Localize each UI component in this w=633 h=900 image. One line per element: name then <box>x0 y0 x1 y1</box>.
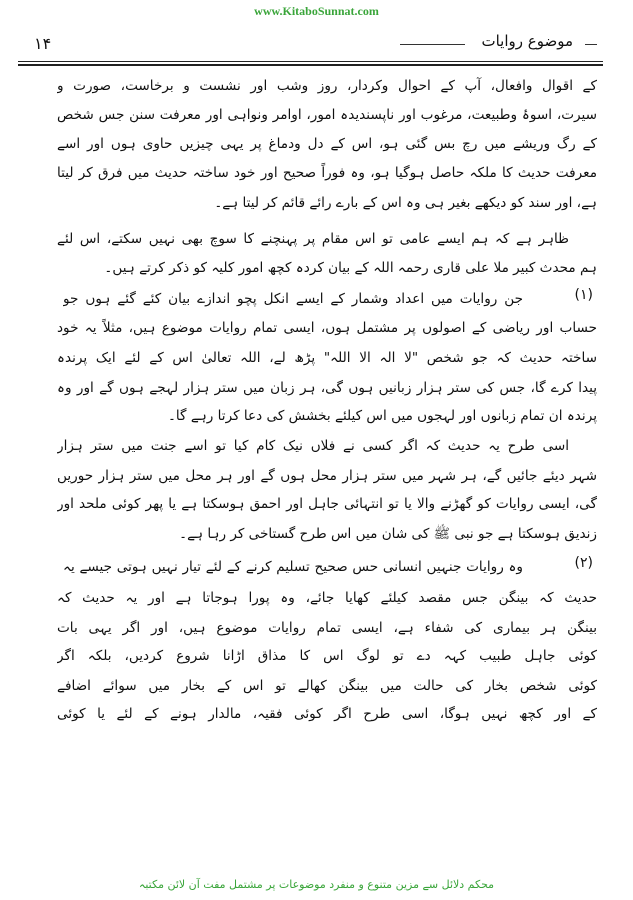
header-rule <box>18 64 603 66</box>
text-line: شہر دیئے جائیں گے، ہر شہر میں ستر ہزار محل ہوں گے اور ہر محل میں ستر ہزار حوریں <box>57 468 597 484</box>
text-line: حدیث کہ بینگن جس مقصد کیلئے کھایا جائے، وہ پورا ہوجاتا ہے اور یہ حدیث کہ <box>57 590 597 606</box>
text-line: وہ روایات جنہیں انسانی حس صحیح تسلیم کرنے کے لئے تیار نہیں ہوتی جیسے یہ <box>63 559 523 575</box>
website-watermark: www.KitaboSunnat.com <box>254 4 379 18</box>
text-line: ہے، اور سند کو دیکھے بغیر ہی وہ اس کے بارے رائے قائم کر لیتا ہے۔ <box>214 195 597 211</box>
text-line: اسی طرح یہ حدیث کہ اگر کسی نے فلاں نیک کام کیا تو اسے جنت میں ستر ہزار <box>57 438 569 454</box>
page-number: ۱۴ <box>34 34 52 53</box>
text-line: پیدا کرے گا، جس کی ستر ہزار زبانیں ہوں گی، ہر زبان میں ستر ہزار لہجے ہوں گے اور وہ <box>57 380 597 396</box>
header-dash <box>400 44 465 45</box>
text-line: کے اور کچھ نہیں ہوگا، اسی طرح اگر کوئی فقیہ، مالدار ہونے کے لئے یا کوئی <box>57 706 597 722</box>
item-number: (۱) <box>574 287 593 303</box>
text-line: زندیق ہوسکتا ہے جو نبی ﷺ کی شان میں اس طرح گستاخی کر رہا ہے۔ <box>179 526 597 542</box>
text-line: کے اقوال وافعال، آپ کے احوال وکردار، روز وشب اور نشست و برخاست، صورت و <box>57 78 597 94</box>
text-line: حساب اور ریاضی کے اصولوں پر مشتمل ہوں، ایسی تمام روایات موضوع ہیں، مثلاً یہ خود <box>57 320 597 336</box>
text-line: بینگن ہر بیماری کی شفاء ہے، ایسی تمام روایات موضوع ہیں، اور اگر یہی بات <box>57 620 597 636</box>
item-number: (۲) <box>574 555 593 571</box>
header-dash <box>585 44 597 45</box>
text-line: کوئی شخص بخار کی حالت میں بینگن کھالے تو اس کے بخار میں سوائے اضافے <box>57 678 597 694</box>
text-line: ہم محدث کبیر ملا علی قاری رحمہ اللہ کے بیان کردہ کچھ امور کلیہ کو ذکر کرتے ہیں۔ <box>104 260 597 276</box>
text-line: پرندہ ان تمام زبانوں اور لہجوں میں اس کیلئے بخشش کی دعا کرتا رہے گا۔ <box>167 408 597 424</box>
footer-watermark: محکم دلائل سے مزین متنوع و منفرد موضوعات پر مشتمل مفت آن لائن مکتبہ <box>138 878 495 891</box>
running-title: موضوع روایات <box>481 32 573 50</box>
text-line: گی، ایسی روایات کو گھڑنے والا یا تو انتہائی جاہل اور احمق ہوسکتا ہے یا پھر کوئی ملحد اور <box>57 496 597 512</box>
header-rule <box>18 61 603 62</box>
text-line: کوئی جاہل طبیب کہہ دے تو لوگ اس کا مذاق اڑانا شروع کردیں، بلکہ اگر <box>57 648 597 664</box>
text-line: سیرت، اسوۂ وطبیعت، مرغوب اور ناپسندیدہ امور، اوامر ونواہی اور معرفت سنن جس شخص <box>57 107 597 123</box>
text-line: معرفت حدیث کا ملکہ حاصل ہوگیا ہو، وہ فوراً صحیح اور خود ساختہ حدیث میں فرق کر لیتا <box>57 165 597 181</box>
text-line: جن روایات میں اعداد وشمار کے ایسے انکل پچو اندازے بیان کئے گئے ہوں جو <box>63 291 523 307</box>
text-line: کے رگ وریشے میں رچ بس گئی ہو، اس کے دل ودماغ پر یہی چیزیں حاوی ہوں اور اسے <box>57 136 597 152</box>
text-line: ظاہر ہے کہ ہم ایسے عامی تو اس مقام پر پہنچنے کا سوچ بھی نہیں سکتے، اس لئے <box>57 231 569 247</box>
text-line: ساختہ حدیث کہ جو شخص "لا الہ الا اللہ" پڑھ لے، اللہ تعالیٰ اس کے لئے ایک پرندہ <box>57 350 597 366</box>
